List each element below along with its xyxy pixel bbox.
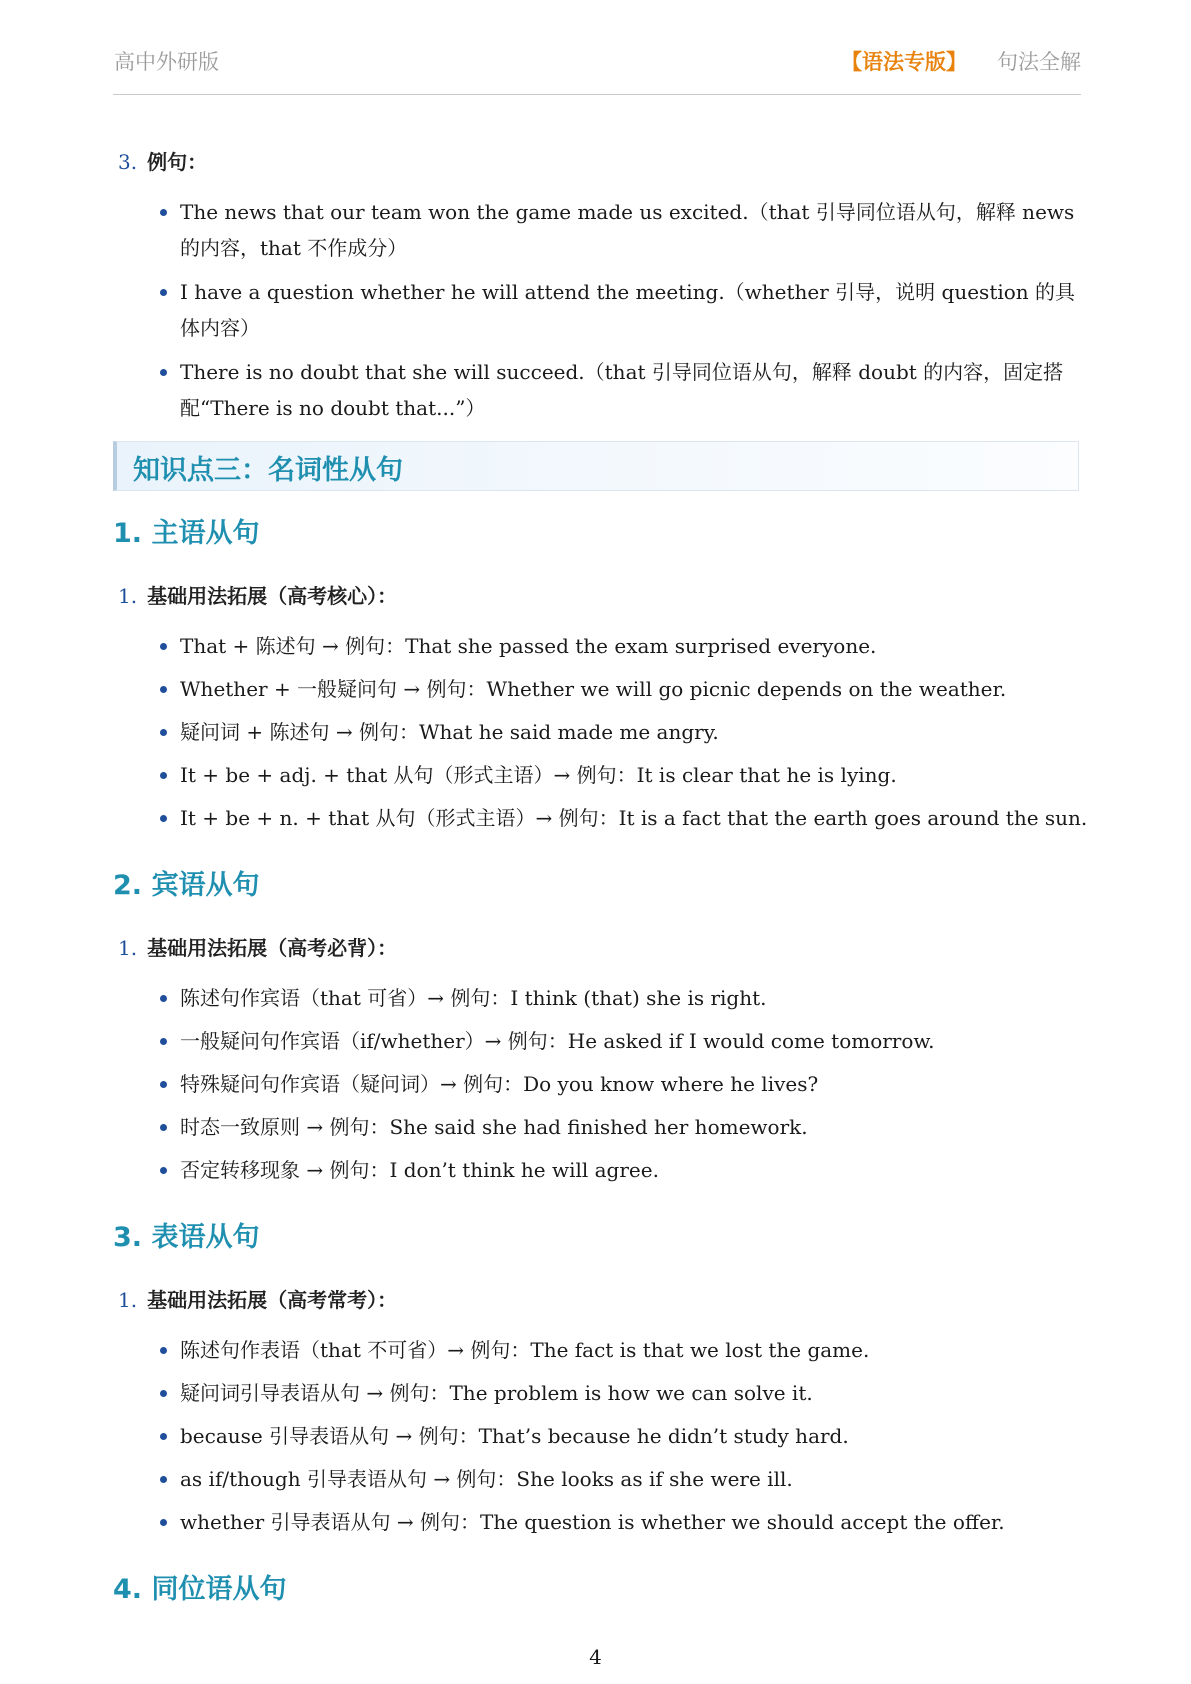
header-book-name: 高中外研版 [114,50,219,74]
header-right [841,46,1081,76]
list-item: 时态一致原则 → 例句：She said she had finished her homework. [158,1109,1088,1145]
list-item: as if/though 引导表语从句 → 例句：She looks as if she were ill. [158,1461,1088,1497]
object-clause-subheading [118,932,397,961]
subject-clause-subheading [118,580,397,609]
subheading-label: 基础用法拓展（高考核心）： [147,584,398,608]
examples-list [158,194,1088,434]
examples-subheading [118,146,207,175]
section-title-box [113,441,1079,491]
list-item: That + 陈述句 → 例句：That she passed the exam surprised everyone. [158,628,1088,664]
subheading-number: 1. [118,584,138,608]
heading-subject-clause: 1. 主语从句 [113,518,260,549]
predicative-clause-subheading [118,1284,397,1313]
list-item: It + be + adj. + that 从句（形式主语）→ 例句：It is clear that he is lying. [158,757,1088,793]
list-item: 特殊疑问句作宾语（疑问词）→ 例句：Do you know where he lives? [158,1066,1088,1102]
predicative-clause-list [158,1332,1088,1540]
subheading-number: 1. [118,1288,138,1312]
heading-object-clause: 2. 宾语从句 [113,870,260,901]
list-item: 陈述句作表语（that 不可省）→ 例句：The fact is that we lost the game. [158,1332,1088,1368]
section-title: 知识点三：名词性从句 [133,455,403,486]
page-number: 4 [589,1645,602,1669]
subheading-label: 例句： [147,150,208,174]
subheading-number: 3. [118,150,138,174]
subheading-label: 基础用法拓展（高考常考）： [147,1288,398,1312]
list-item: because 引导表语从句 → 例句：That’s because he didn’t study hard. [158,1418,1088,1454]
list-item: 否定转移现象 → 例句：I don’t think he will agree. [158,1152,1088,1188]
list-item: 陈述句作宾语（that 可省）→ 例句：I think (that) she is right. [158,980,1088,1016]
header-title: 句法全解 [997,50,1081,74]
list-item: 一般疑问句作宾语（if/whether）→ 例句：He asked if I would come tomorrow. [158,1023,1088,1059]
header-tag: 【语法专版】 [841,49,967,74]
list-item: It + be + n. + that 从句（形式主语）→ 例句：It is a fact that the earth goes around the sun. [158,800,1088,836]
list-item: The news that our team won the game made us excited.（that 引导同位语从句，解释 news 的内容，that 不作成分） [158,194,1088,266]
header-divider [113,94,1081,95]
list-item: There is no doubt that she will succeed.（that 引导同位语从句，解释 doubt 的内容，固定搭配“There is no doubt that...”） [158,354,1088,426]
subheading-number: 1. [118,936,138,960]
object-clause-list [158,980,1088,1188]
heading-predicative-clause: 3. 表语从句 [113,1222,260,1253]
list-item: 疑问词 + 陈述句 → 例句：What he said made me angry. [158,714,1088,750]
list-item: whether 引导表语从句 → 例句：The question is whether we should accept the offer. [158,1504,1088,1540]
heading-appositive-clause: 4. 同位语从句 [113,1574,287,1605]
list-item: I have a question whether he will attend the meeting.（whether 引导，说明 question 的具体内容） [158,274,1088,346]
list-item: 疑问词引导表语从句 → 例句：The problem is how we can solve it. [158,1375,1088,1411]
subheading-label: 基础用法拓展（高考必背）： [147,936,398,960]
subject-clause-list [158,628,1088,836]
list-item: Whether + 一般疑问句 → 例句：Whether we will go picnic depends on the weather. [158,671,1088,707]
